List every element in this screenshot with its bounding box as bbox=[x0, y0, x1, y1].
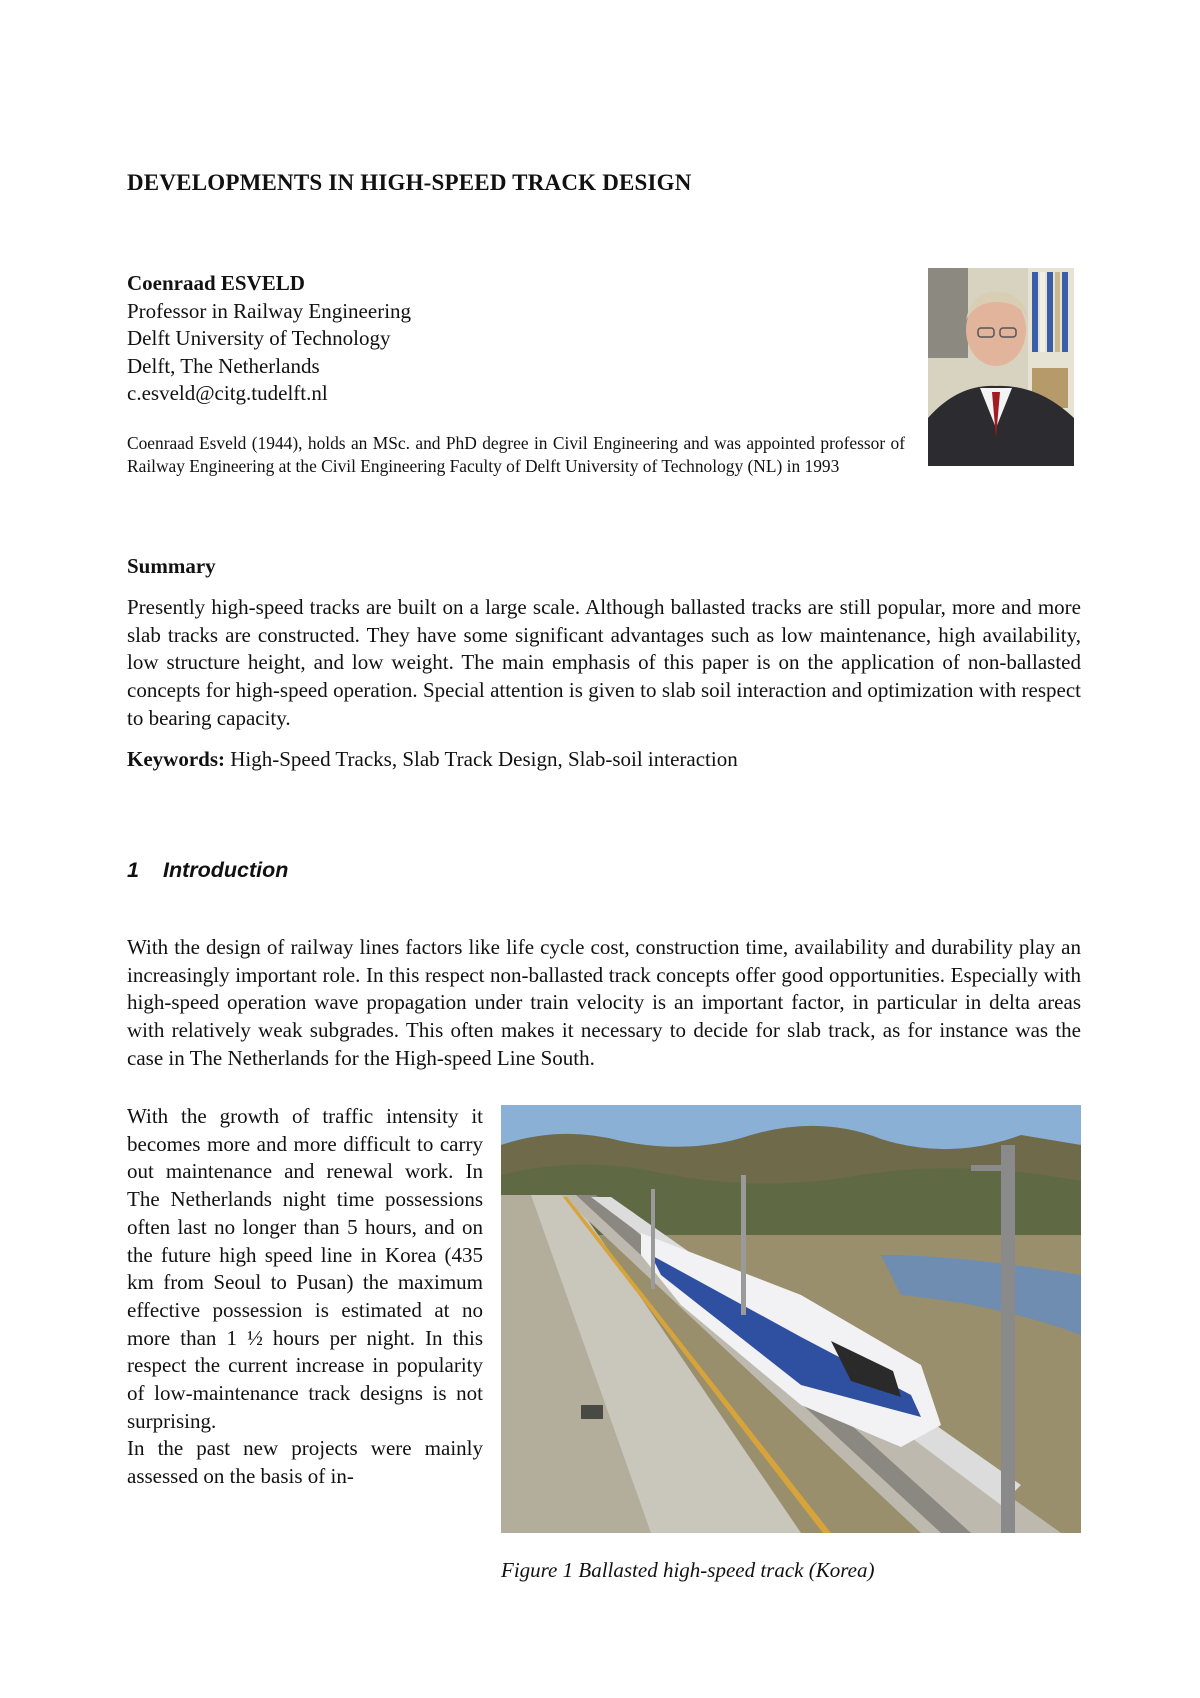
figure-1-train-photo bbox=[501, 1105, 1081, 1533]
paper-title: DEVELOPMENTS IN HIGH-SPEED TRACK DESIGN bbox=[127, 170, 692, 195]
author-name: Coenraad ESVELD bbox=[127, 271, 305, 295]
intro-column-text bbox=[127, 1103, 483, 1491]
keywords-list: High-Speed Tracks, Slab Track Design, Slab-soil interaction bbox=[230, 747, 738, 771]
author-location: Delft, The Netherlands bbox=[127, 353, 320, 378]
intro-paragraph-2: With the growth of traffic intensity it becomes more and more difficult to carry out maintenance and renewal work. In The Netherlands night time possessions often last no longer than 5 hours, and on the future high speed line in Korea (435 km from Seoul to Pusan) the maximum effective possession is estimated at no more than 1 ½ hours per night. In this respect the current increase in popularity of low-maintenance track designs is not surprising. bbox=[127, 1104, 483, 1433]
author-portrait bbox=[928, 268, 1074, 466]
author-email: c.esveld@citg.tudelft.nl bbox=[127, 381, 328, 405]
intro-paragraph-3: In the past new projects were mainly assessed on the basis of in- bbox=[127, 1436, 483, 1489]
section-number: 1 bbox=[127, 858, 139, 882]
keywords-label: Keywords: bbox=[127, 747, 225, 771]
summary-heading: Summary bbox=[127, 554, 216, 578]
figure-1-caption: Figure 1 Ballasted high-speed track (Korea) bbox=[501, 1558, 875, 1582]
author-affiliation: Delft University of Technology bbox=[127, 326, 391, 350]
intro-paragraph-1: With the design of railway lines factors like life cycle cost, construction time, availability and durability play an increasingly important role. In this respect non-ballasted track concepts offer good opportunities. Especially with high-speed operation wave propagation under train velocity is an important factor, in particular in delta areas with relatively weak subgrades. This often makes it necessary to decide for slab track, as for instance was the case in The Netherlands for the High-speed Line South. bbox=[127, 935, 1081, 1070]
author-block bbox=[127, 270, 747, 408]
section-title: Introduction bbox=[163, 858, 289, 882]
keywords bbox=[127, 746, 1081, 774]
summary-text: Presently high-speed tracks are built on a large scale. Although ballasted tracks are still popular, more and more slab tracks are constructed. They have some significant advantages such as low maintenance, high availability, low structure height, and low weight. The main emphasis of this paper is on the application of non-ballasted concepts for high-speed operation. Special attention is given to slab soil interaction and optimization with respect to bearing capacity. bbox=[127, 595, 1081, 730]
author-bio: Coenraad Esveld (1944), holds an MSc. and PhD degree in Civil Engineering and was appointed professor of Railway Engineering at the Civil Engineering Faculty of Delft University of Technology (NL) in 1993 bbox=[127, 433, 905, 476]
author-position: Professor in Railway Engineering bbox=[127, 298, 412, 323]
section-heading-introduction bbox=[127, 858, 288, 883]
